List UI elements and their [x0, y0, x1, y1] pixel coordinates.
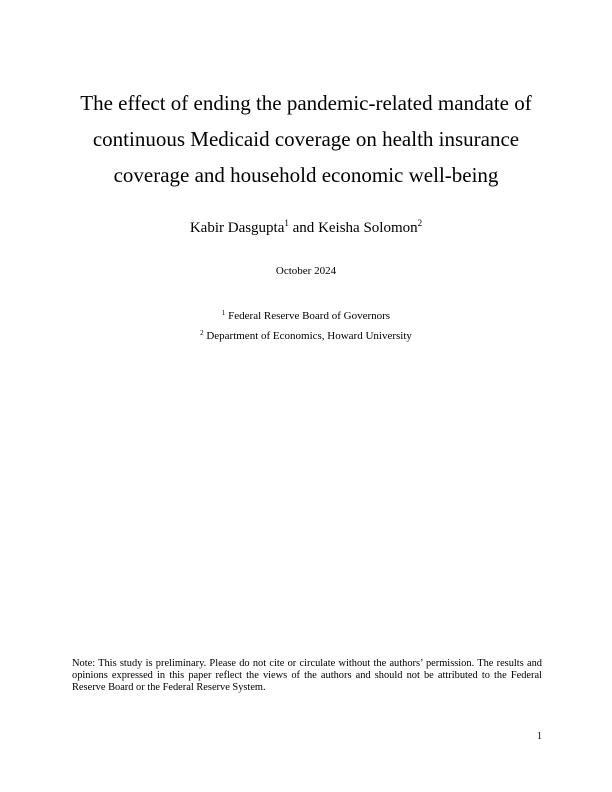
- affiliation-mark-2: 2: [200, 329, 204, 337]
- affiliation-mark-1: 1: [221, 309, 226, 317]
- author-conjunction: and: [292, 220, 315, 236]
- affiliation-text-2: Department of Economics, Howard University: [206, 330, 412, 342]
- title-line-3: coverage and household economic well-being: [113, 163, 499, 187]
- title-line-2: continuous Medicaid coverage on health insurance: [92, 127, 520, 151]
- affiliation-text-1: Federal Reserve Board of Governors: [228, 310, 391, 322]
- publication-date: October 2024: [275, 265, 337, 277]
- title-line-1: The effect of ending the pandemic-related mandate of: [80, 91, 532, 115]
- author-name-2: Keisha Solomon: [318, 220, 418, 236]
- affiliation-2: [0, 326, 612, 346]
- disclaimer-note: Note: This study is preliminary. Please do not cite or circulate without the authors’ permission. The results and opinions expressed in this paper reflect the views of the authors and should not be attributed to the Federal Reserve Board or the Federal Reserve System.: [72, 658, 542, 693]
- author-list: [0, 218, 612, 238]
- author-affiliation-mark-2: 2: [417, 218, 423, 228]
- paper-title: [60, 85, 552, 193]
- author-name-1: Kabir Dasgupta: [189, 220, 285, 236]
- author-affiliation-mark-1: 1: [284, 218, 289, 228]
- affiliation-list: [0, 306, 612, 346]
- page-number: 1: [537, 731, 542, 742]
- affiliation-1: [0, 306, 612, 326]
